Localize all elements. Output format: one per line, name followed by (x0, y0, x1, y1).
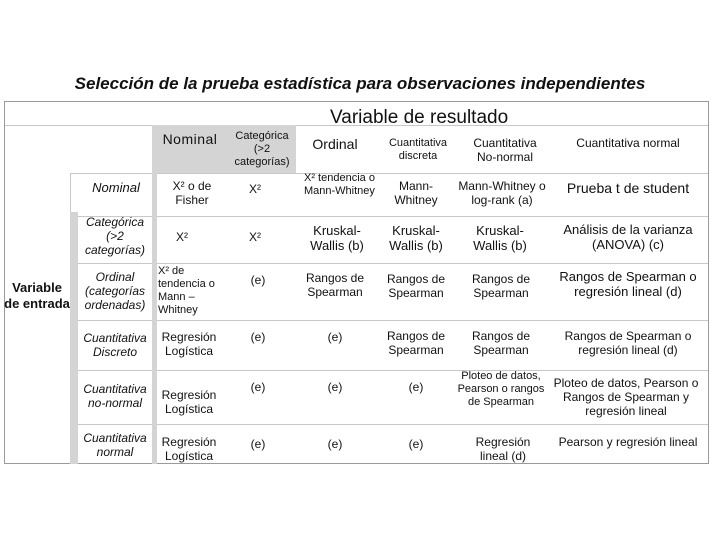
table-cell: Ploteo de datos, Pearson o Rangos de Spearman y regresión lineal (553, 376, 699, 419)
page-title: Selección de la prueba estadística para observaciones independientes (74, 74, 646, 93)
table-cell: Regresión Logística (161, 388, 217, 417)
row-label-categorica: Categórica (>2 categorías) (84, 215, 146, 258)
column-header-cuantitativa-discreta: Cuantitativa discreta (388, 137, 448, 162)
column-header-cuantitativa-no-normal: Cuantitativa No-normal (473, 136, 537, 165)
table-cell: Mann-Whitney o log-rank (a) (458, 179, 546, 208)
grid-line (70, 370, 708, 371)
table-cell: Pearson y regresión lineal (558, 435, 698, 449)
table-cell: Rangos de Spearman (386, 272, 446, 301)
table-cell: (e) (250, 330, 266, 344)
grid-line (70, 173, 708, 174)
table-cell: X² o de Fisher (172, 179, 212, 208)
table-cell: Rangos de Spearman o regresión lineal (d) (559, 269, 697, 300)
table-cell: X² de tendencia o Mann – Whitney (158, 265, 215, 316)
grid-line (70, 424, 708, 425)
table-cell: (e) (408, 437, 424, 451)
table-cell: (e) (327, 380, 343, 394)
table-cell: Ploteo de datos, Pearson o rangos de Spearman (457, 370, 545, 408)
grid-line (70, 263, 708, 264)
table-cell: Kruskal-Wallis (b) (473, 223, 527, 254)
row-label-cuantitativa-no-normal: Cuantitativa no-normal (83, 382, 147, 411)
table-cell: X² (249, 230, 261, 244)
table-cell: Análisis de la varianza (ANOVA) (c) (563, 222, 693, 253)
column-header-cuantitativa-normal: Cuantitativa normal (576, 136, 680, 150)
table-cell: Rangos de Spearman o regresión lineal (d) (564, 329, 692, 358)
table-cell: (e) (250, 437, 266, 451)
input-variable-header: Variable de entrada (4, 280, 70, 311)
table-cell: X² tendencia o Mann-Whitney (304, 172, 375, 197)
table-cell: Regresión Logística (161, 435, 217, 464)
table-cell: (e) (408, 380, 424, 394)
table-cell: Kruskal-Wallis (b) (389, 223, 443, 254)
table-cell: Regresión lineal (d) (475, 435, 531, 464)
outcome-variable-header: Variable de resultado (330, 107, 509, 128)
grid-line (70, 320, 708, 321)
table-cell: (e) (327, 437, 343, 451)
table-cell: (e) (250, 380, 266, 394)
row-label-cuantitativa-discreto: Cuantitativa Discreto (83, 331, 147, 360)
table-cell: (e) (250, 273, 266, 287)
row-label-cuantitativa-normal: Cuantitativa normal (83, 431, 147, 460)
table-cell: Rangos de Spearman (386, 329, 446, 358)
grid-line (70, 216, 708, 217)
table-cell: X² (176, 230, 188, 244)
table-cell: Mann-Whitney (394, 179, 438, 208)
table-cell: (e) (327, 330, 343, 344)
column-header-categorica: Categórica (>2 categorías) (234, 130, 290, 168)
table-cell: Rangos de Spearman (305, 271, 365, 300)
column-header-ordinal: Ordinal (312, 136, 358, 152)
table-cell: Regresión Logística (161, 330, 217, 359)
row-label-nominal: Nominal (92, 180, 140, 195)
row-label-ordinal: Ordinal (categorías ordenadas) (84, 270, 146, 313)
table-cell: Rangos de Spearman (471, 329, 531, 358)
table-cell: Prueba t de student (566, 180, 690, 196)
table-cell: X² (249, 182, 261, 196)
table-cell: Kruskal-Wallis (b) (310, 223, 364, 254)
column-header-nominal: Nominal (162, 131, 218, 147)
table-cell: Rangos de Spearman (471, 272, 531, 301)
